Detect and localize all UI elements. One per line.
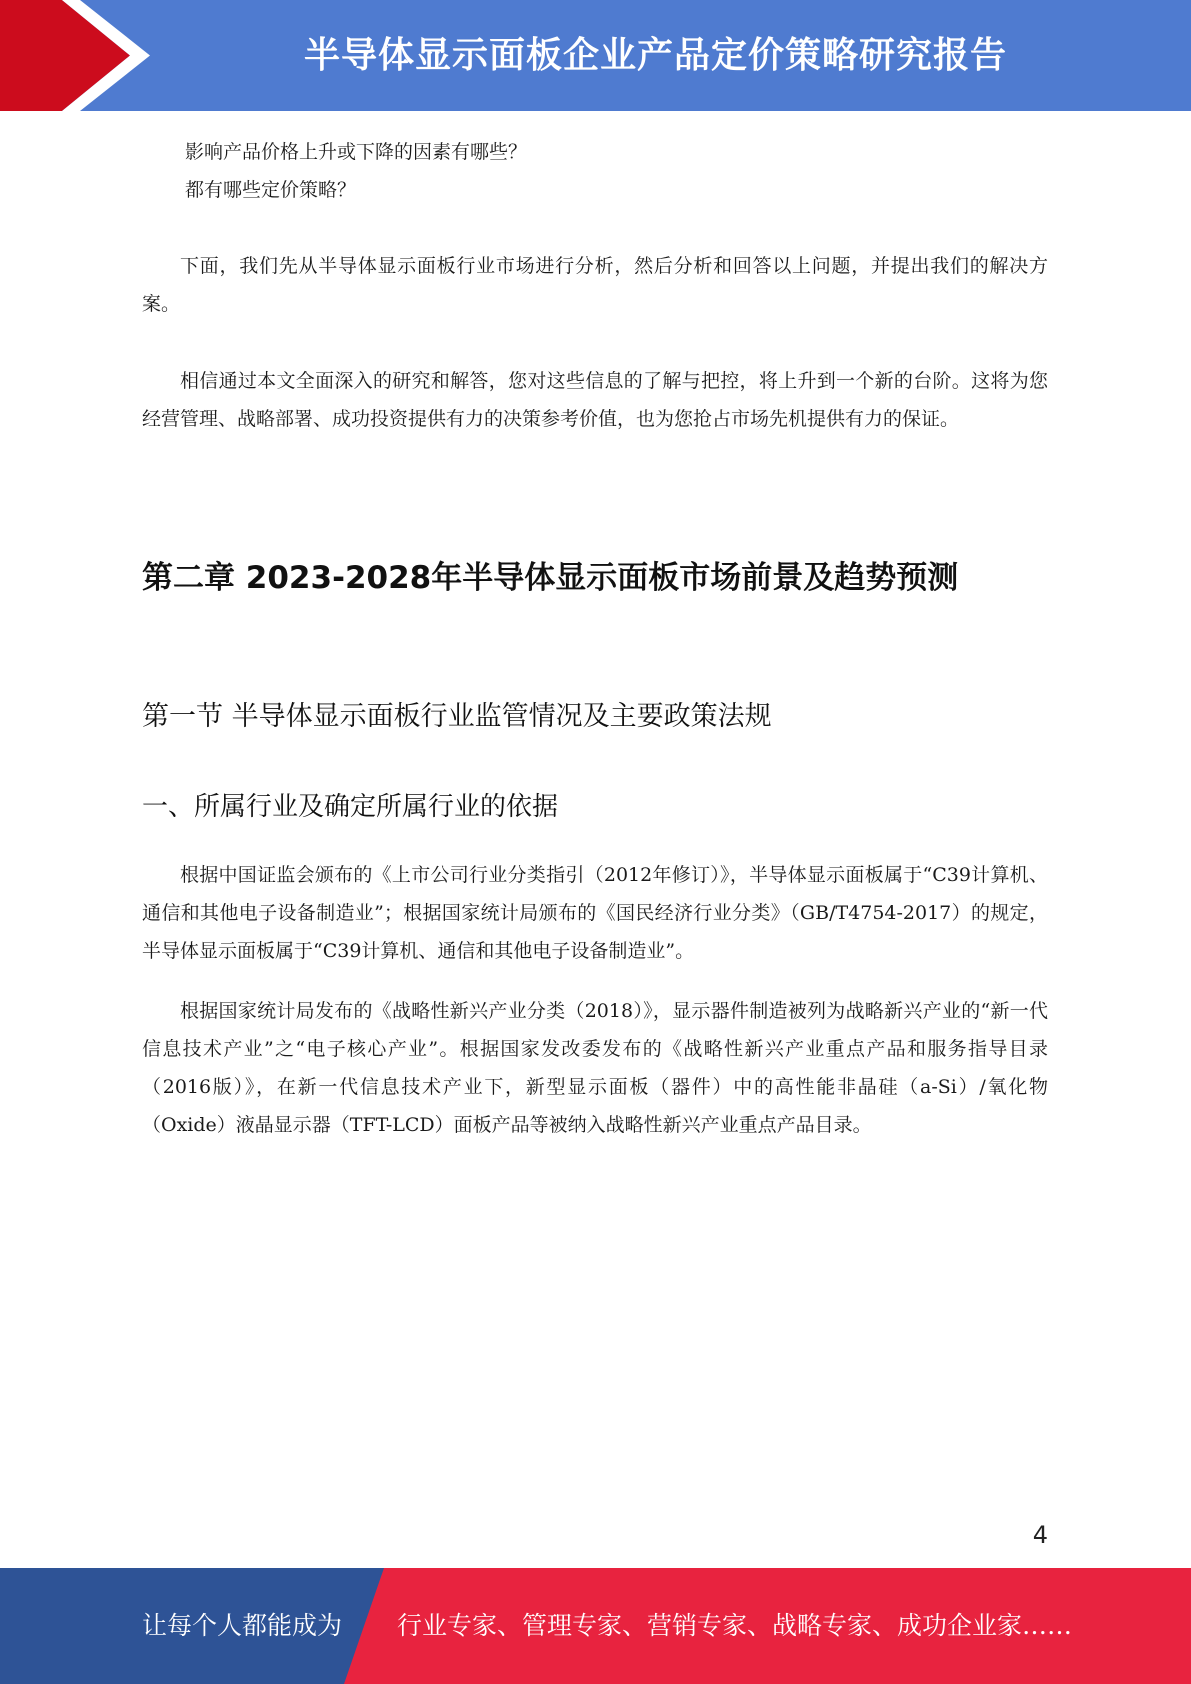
subsection-paragraph-2: 根据国家统计局发布的《战略性新兴产业分类（2018）》，显示器件制造被列为战略新兴产业的“新一代信息技术产业”之“电子核心产业”。根据国家发改委发布的《战略性新兴产业重点产品和服务指导目录（2016版）》，在新一代信息技术产业下，新型显示面板（器件）中的高性能非晶硅（a-Si）/氧化物（Oxide）液晶显示器（TFT-LCD）面板产品等被纳入战略性新兴产业重点产品目录。 (142, 1000, 1048, 1136)
page-number: 4 (1032, 1521, 1048, 1549)
intro-question-1: 影响产品价格上升或下降的因素有哪些？ (185, 141, 528, 163)
chapter-title: 第二章 2023-2028年半导体显示面板市场前景及趋势预测 (142, 560, 959, 596)
intro-paragraph-1: 下面，我们先从半导体显示面板行业市场进行分析，然后分析和回答以上问题，并提出我们的解决方案。 (142, 255, 1048, 315)
header-chevron-decoration (0, 0, 160, 111)
header-banner (0, 0, 1191, 111)
footer-banner (0, 1568, 1191, 1684)
intro-question-2: 都有哪些定价策略？ (185, 179, 357, 201)
subsection-paragraph-1: 根据中国证监会颁布的《上市公司行业分类指引（2012年修订）》，半导体显示面板属于“C39计算机、通信和其他电子设备制造业”；根据国家统计局颁布的《国民经济行业分类》（GB/T4754-2017）的规定，半导体显示面板属于“C39计算机、通信和其他电子设备制造业”。 (142, 864, 1048, 962)
footer-slogan-left: 让每个人都能成为 (142, 1611, 343, 1640)
section-title: 第一节 半导体显示面板行业监管情况及主要政策法规 (142, 701, 772, 732)
report-title: 半导体显示面板企业产品定价策略研究报告 (303, 35, 1007, 76)
subsection-title: 一、所属行业及确定所属行业的依据 (142, 792, 559, 822)
intro-paragraph-2: 相信通过本文全面深入的研究和解答，您对这些信息的了解与把控，将上升到一个新的台阶。这将为您经营管理、战略部署、成功投资提供有力的决策参考价值，也为您抢占市场先机提供有力的保证。 (142, 370, 1048, 430)
footer-slogan-right: 行业专家、管理专家、营销专家、战略专家、成功企业家…… (397, 1611, 1073, 1640)
